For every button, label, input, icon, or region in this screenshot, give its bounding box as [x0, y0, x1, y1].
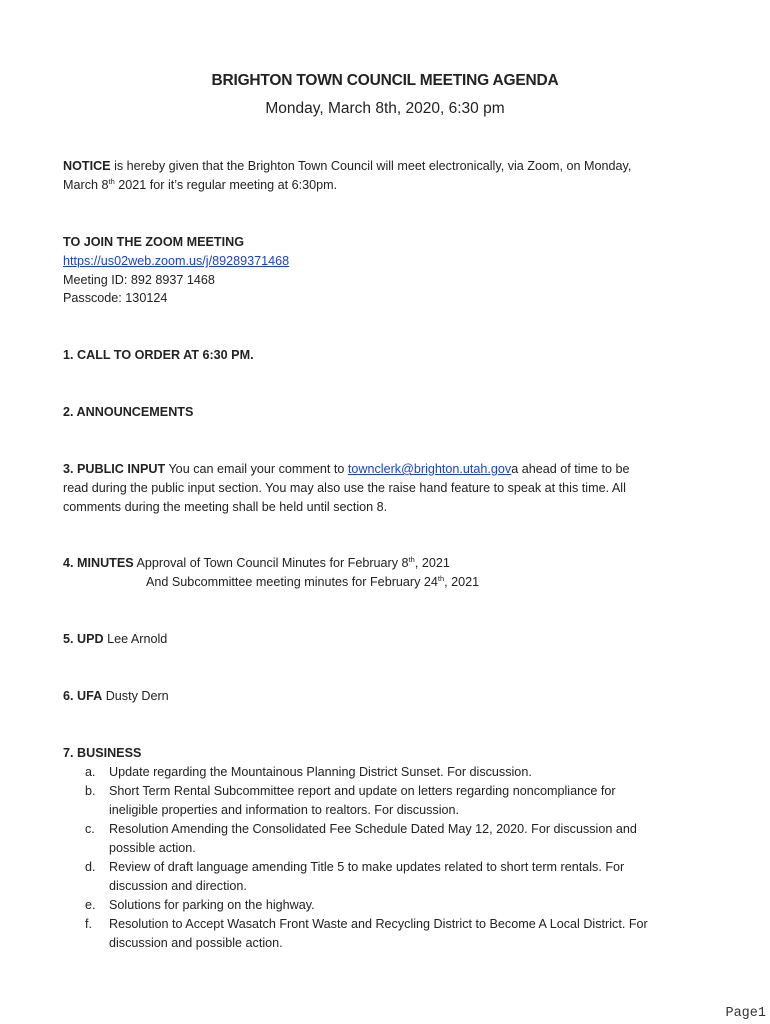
business-item-text: Update regarding the Mountainous Planning District Sunset. For discussion. — [109, 765, 532, 779]
notice-text: is hereby given that the Brighton Town Council will meet electronically, via Zoom, on Monday, — [110, 159, 632, 173]
business-item-letter: a. — [85, 765, 96, 779]
notice-line-1 — [63, 157, 631, 176]
zoom-heading-text: TO JOIN THE ZOOM MEETING — [63, 235, 244, 249]
public-input-line-2: read during the public input section. You may also use the raise hand feature to speak at this time. All — [63, 481, 626, 495]
item-minutes — [63, 554, 450, 573]
zoom-meeting-id: Meeting ID: 892 8937 1468 — [63, 273, 215, 287]
business-item-letter: f. — [85, 917, 92, 931]
clerk-email-link[interactable]: townclerk@brighton.utah.gov — [347, 462, 512, 476]
business-item-text: Resolution to Accept Wasatch Front Waste and Recycling District to Become A Local District. For — [109, 917, 648, 931]
item-call-to-order — [63, 346, 254, 365]
business-item-letter: b. — [85, 784, 96, 798]
business-item — [85, 763, 648, 782]
upd-name: Lee Arnold — [103, 632, 168, 646]
business-item-text: ineligible properties and information to realtors. For discussion. — [109, 803, 459, 817]
business-item — [85, 858, 648, 896]
meeting-date: Monday, March 8th, 2020, 6:30 pm — [265, 100, 505, 117]
minutes-date-suffix: th — [408, 555, 415, 564]
minutes-text: Approval of Town Council Minutes for February 8 — [133, 556, 409, 570]
business-item — [85, 782, 648, 820]
business-list — [85, 763, 648, 953]
item-business — [63, 744, 141, 763]
business-label: 7. BUSINESS — [63, 746, 142, 760]
item-public-input — [63, 460, 630, 479]
zoom-meeting-link[interactable]: https://us02web.zoom.us/j/89289371468 — [63, 254, 290, 268]
business-item-text: Review of draft language amending Title 5 to make updates related to short term rentals. For — [109, 860, 625, 874]
zoom-link-line — [63, 252, 289, 271]
public-input-label: 3. PUBLIC INPUT — [63, 462, 166, 476]
business-item-text: discussion and direction. — [109, 879, 247, 893]
business-item-text: possible action. — [109, 841, 196, 855]
business-item — [85, 915, 648, 953]
minutes-label: 4. MINUTES — [63, 556, 134, 570]
public-input-text: You can email your comment to — [165, 462, 348, 476]
page-number: Page1 — [725, 1006, 766, 1021]
notice-line-2 — [63, 176, 337, 195]
public-input-text-end: a ahead of time to be — [511, 462, 630, 476]
business-item-text: Resolution Amending the Consolidated Fee Schedule Dated May 12, 2020. For discussion and — [109, 822, 637, 836]
business-item-letter: d. — [85, 860, 96, 874]
notice-date: March 8 — [63, 178, 109, 192]
item-ufa — [63, 687, 169, 706]
notice-text-2: 2021 for it’s regular meeting at 6:30pm. — [114, 178, 338, 192]
business-item-letter: c. — [85, 822, 95, 836]
item-announcements — [63, 403, 193, 422]
upd-label: 5. UPD — [63, 632, 104, 646]
zoom-passcode: Passcode: 130124 — [63, 291, 168, 305]
notice-label: NOTICE — [63, 159, 111, 173]
minutes-line-2 — [146, 573, 479, 592]
business-item — [85, 820, 648, 858]
zoom-heading — [63, 233, 244, 252]
business-item — [85, 896, 648, 915]
call-to-order-text: 1. CALL TO ORDER AT 6:30 PM. — [63, 348, 254, 362]
public-input-line-3: comments during the meeting shall be held until section 8. — [63, 500, 388, 514]
business-item-text: Solutions for parking on the highway. — [109, 898, 315, 912]
minutes-year: , 2021 — [414, 556, 450, 570]
ufa-label: 6. UFA — [63, 689, 103, 703]
subcommittee-minutes-text: And Subcommittee meeting minutes for February 24 — [146, 575, 438, 589]
business-item-letter: e. — [85, 898, 96, 912]
subcommittee-date-suffix: th — [437, 574, 445, 583]
ufa-name: Dusty Dern — [102, 689, 169, 703]
page-title: BRIGHTON TOWN COUNCIL MEETING AGENDA — [211, 72, 559, 89]
announcements-text: 2. ANNOUNCEMENTS — [63, 405, 194, 419]
notice-date-suffix: th — [108, 177, 115, 186]
subcommittee-year: , 2021 — [444, 575, 480, 589]
business-item-text: Short Term Rental Subcommittee report and update on letters regarding noncompliance for — [109, 784, 616, 798]
item-upd — [63, 630, 167, 649]
business-item-text: discussion and possible action. — [109, 936, 283, 950]
